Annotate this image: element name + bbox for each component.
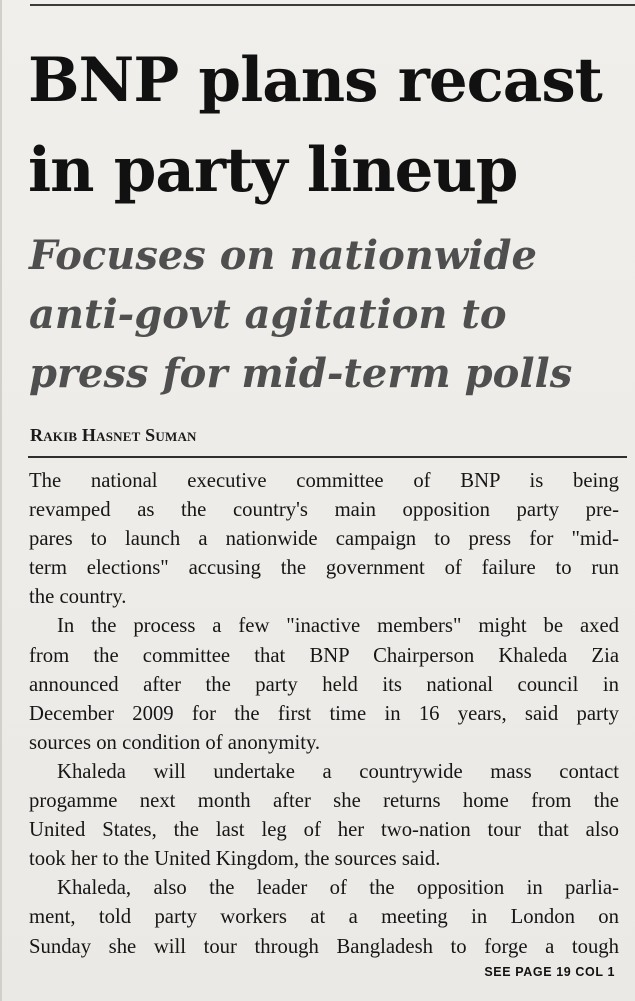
byline: Rakib Hasnet Suman: [30, 425, 197, 445]
article-body: [29, 467, 619, 962]
subheadline-line: anti-govt agitation to: [29, 291, 507, 338]
body-line: from the committee that BNP Chairperson Khaleda Zia: [29, 644, 619, 667]
top-rule: [30, 4, 635, 6]
body-line: The national executive committee of BNP is being: [29, 470, 619, 492]
body-line: Sunday she will tour through Bangladesh to forge a tough: [29, 935, 619, 958]
body-line: Khaleda, also the leader of the opposition in parlia-: [57, 877, 619, 900]
subheadline: [29, 226, 619, 403]
body-line: progamme next month after she returns home from the: [29, 790, 619, 813]
body-line: announced after the party held its national council in: [29, 673, 619, 696]
subheadline-line: Focuses on nationwide: [29, 232, 537, 279]
subheadline-line: press for mid-term polls: [29, 350, 573, 397]
body-line: United States, the last leg of her two-nation tour that also: [29, 819, 619, 842]
body-line: the country.: [29, 586, 127, 609]
body-line: In the process a few "inactive members" might be axed: [57, 615, 619, 638]
byline-rule: [28, 456, 627, 458]
body-line: December 2009 for the first time in 16 years, said party: [29, 702, 619, 725]
body-line: revamped as the country's main opposition party pre-: [29, 499, 619, 522]
continuation-note: SEE PAGE 19 COL 1: [484, 965, 615, 979]
headline-line: BNP plans recast: [28, 45, 602, 116]
headline-line: in party lineup: [28, 135, 518, 206]
body-line: pares to launch a nationwide campaign to press for "mid-: [29, 528, 619, 551]
body-line: Khaleda will undertake a countrywide mass contact: [57, 760, 619, 783]
body-line: sources on condition of anonymity.: [29, 731, 321, 754]
body-line: term elections" accusing the government of failure to run: [29, 557, 619, 580]
headline: [28, 36, 623, 216]
body-line: took her to the United Kingdom, the sources said.: [29, 848, 441, 871]
body-line: ment, told party workers at a meeting in London on: [29, 906, 619, 929]
page-edge: [0, 0, 2, 1001]
